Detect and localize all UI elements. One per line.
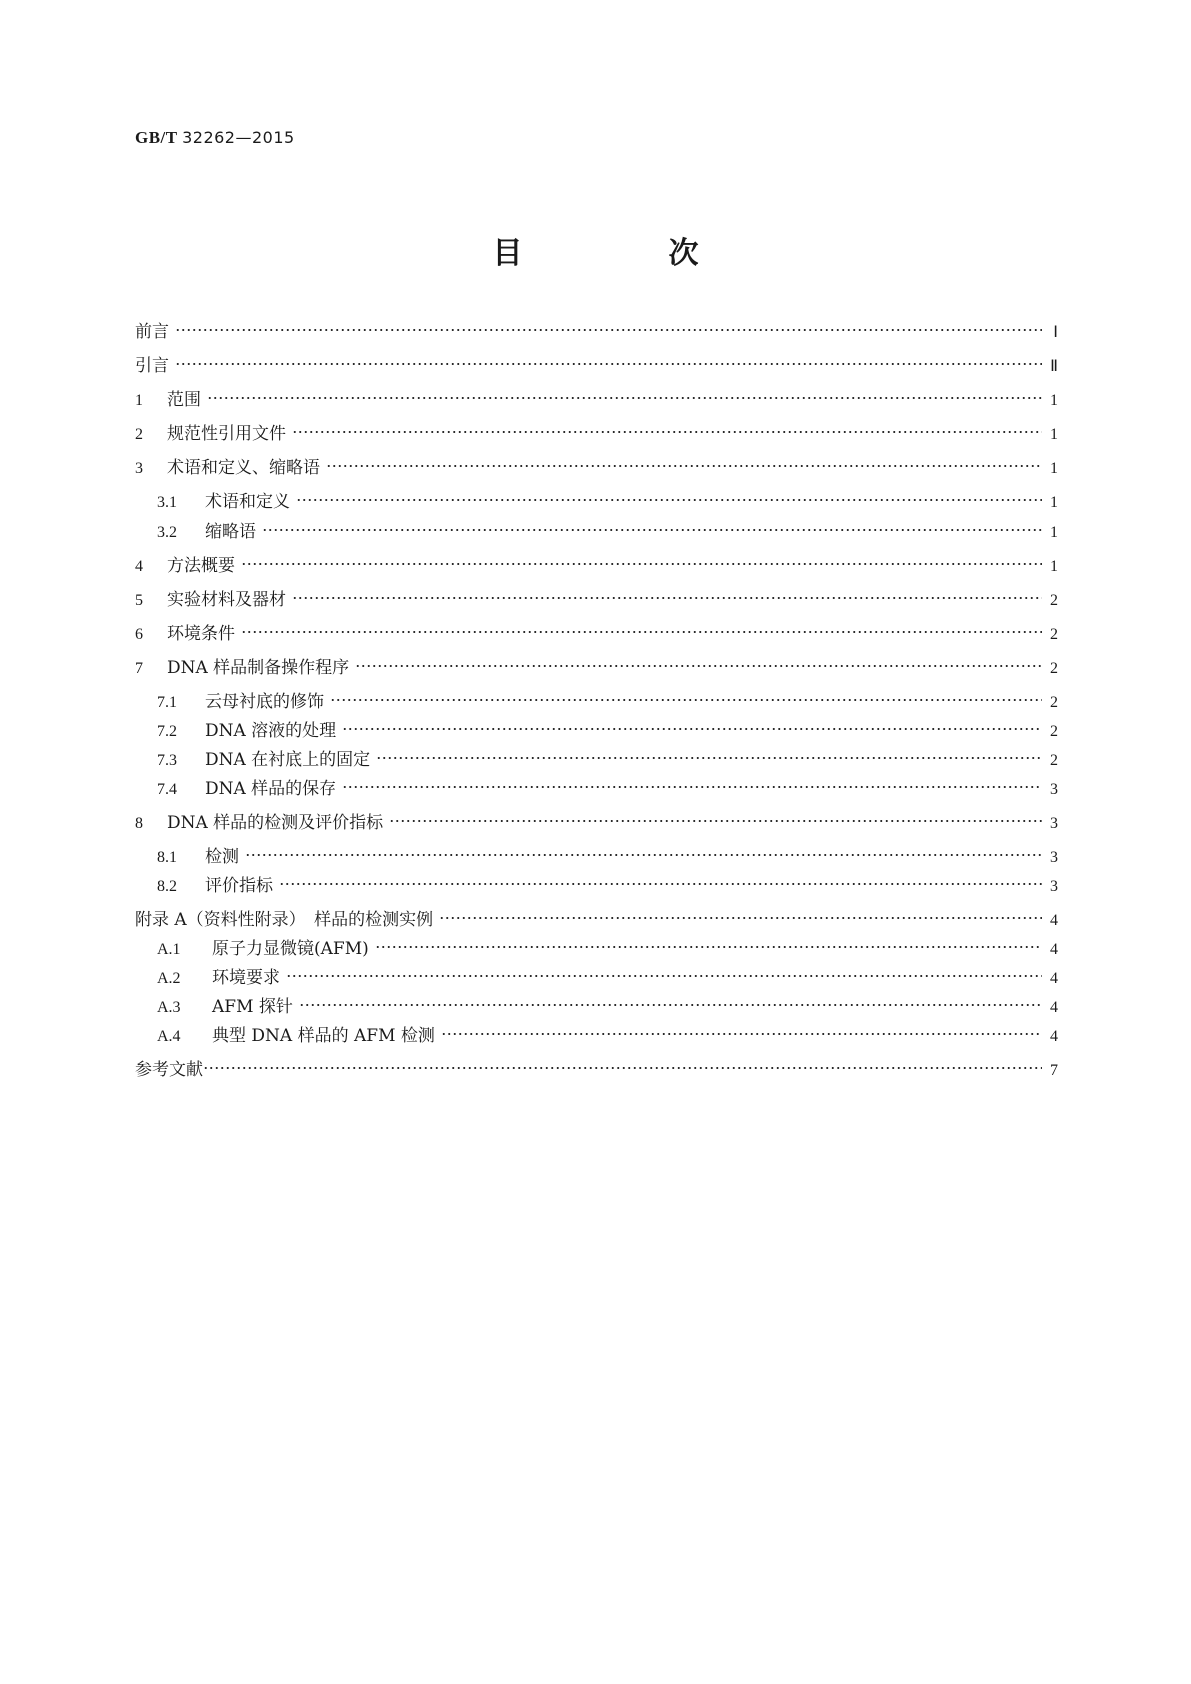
dot-leader: [203, 1066, 1042, 1070]
toc-entry-title: 检测: [205, 847, 239, 867]
dot-leader: [439, 916, 1042, 920]
dot-leader: [279, 882, 1042, 886]
dot-leader: [376, 756, 1042, 760]
toc-entry-title: 术语和定义、缩略语: [167, 458, 320, 478]
toc-entry-number: A.1: [157, 941, 181, 958]
toc-entry-number: 5: [135, 592, 143, 609]
toc-entry-number: A.3: [157, 999, 181, 1016]
toc-entry-number: 3.2: [157, 524, 177, 541]
toc-entry-number: A.2: [157, 970, 181, 987]
toc-entry-title: 术语和定义: [205, 492, 290, 512]
dot-leader: [245, 853, 1042, 857]
toc-entry-8[interactable]: [135, 811, 1058, 835]
toc-entry-title: 规范性引用文件: [167, 424, 286, 444]
toc-entry-3[interactable]: [135, 456, 1058, 480]
toc-entry-title: 典型 DNA 样品的 AFM 检测: [212, 1026, 435, 1046]
toc-entry-page: 1: [1050, 558, 1058, 575]
toc-entry-a-4[interactable]: [157, 1024, 1058, 1048]
toc-entry-number: 3.1: [157, 494, 177, 511]
toc-entry-number: 7.3: [157, 752, 177, 769]
doc-prefix: GB/T: [135, 128, 178, 147]
toc-entry-number: 7.4: [157, 781, 177, 798]
toc-entry-number: 1: [135, 392, 143, 409]
toc-entry-introduction[interactable]: [135, 354, 1058, 378]
dot-leader: [299, 1003, 1042, 1007]
toc-entry-page: 4: [1050, 941, 1058, 958]
toc-entry-title: DNA 样品的保存: [205, 779, 337, 799]
toc-entry-page: 1: [1050, 426, 1058, 443]
toc-entry-title: 云母衬底的修饰: [205, 692, 324, 712]
toc-entry-8-2[interactable]: [157, 874, 1058, 898]
dot-leader: [286, 974, 1042, 978]
dot-leader: [292, 430, 1042, 434]
toc-entry-title: 实验材料及器材: [167, 590, 286, 610]
toc-entry-references[interactable]: [135, 1058, 1058, 1082]
toc-entry-page: 4: [1050, 912, 1058, 929]
toc-entry-foreword[interactable]: [135, 320, 1058, 344]
toc-entry-page: 1: [1050, 460, 1058, 477]
toc-entry-page: Ⅱ: [1050, 358, 1058, 375]
toc-entry-6[interactable]: [135, 622, 1058, 646]
toc-entry-page: 2: [1050, 752, 1058, 769]
toc-entry-title: AFM 探针: [212, 997, 293, 1017]
toc-entry-number: 6: [135, 626, 143, 643]
toc-entry-appendix-a[interactable]: [135, 908, 1058, 932]
toc-entry-title: 附录 A（资料性附录） 样品的检测实例: [135, 910, 434, 930]
dot-leader: [389, 819, 1042, 823]
toc-entry-7[interactable]: [135, 656, 1058, 680]
dot-leader: [355, 664, 1042, 668]
toc-entry-page: 2: [1050, 626, 1058, 643]
toc-entry-title: 环境条件: [167, 624, 235, 644]
toc-entry-title: 原子力显微镜(AFM): [212, 939, 369, 959]
toc-entry-page: 4: [1050, 970, 1058, 987]
dot-leader: [342, 727, 1042, 731]
toc-entry-page: 3: [1050, 815, 1058, 832]
toc-entry-7-4[interactable]: [157, 777, 1058, 801]
dot-leader: [175, 328, 1042, 332]
dot-leader: [326, 464, 1042, 468]
toc-entry-number: 8: [135, 815, 143, 832]
toc-entry-page: 2: [1050, 660, 1058, 677]
toc-entry-title: 范围: [167, 390, 201, 410]
toc-entry-title: 引言: [135, 356, 169, 376]
toc-entry-title: 评价指标: [205, 876, 273, 896]
toc-entry-3-2[interactable]: [157, 520, 1058, 544]
toc-entry-title: 参考文献: [135, 1060, 203, 1080]
toc-entry-page: 4: [1050, 999, 1058, 1016]
toc-entry-page: 3: [1050, 849, 1058, 866]
toc-entry-5[interactable]: [135, 588, 1058, 612]
dot-leader: [342, 785, 1042, 789]
toc-entry-3-1[interactable]: [157, 490, 1058, 514]
toc-entry-7-3[interactable]: [157, 748, 1058, 772]
toc-entry-page: 3: [1050, 781, 1058, 798]
toc-entry-title: 环境要求: [212, 968, 280, 988]
toc-entry-a-1[interactable]: [157, 937, 1058, 961]
toc-entry-7-1[interactable]: [157, 690, 1058, 714]
toc-entry-page: 2: [1050, 592, 1058, 609]
toc-entry-number: 8.1: [157, 849, 177, 866]
toc-entry-title: DNA 样品制备操作程序: [167, 658, 350, 678]
toc-entry-page: 1: [1050, 494, 1058, 511]
toc-entry-page: 7: [1050, 1062, 1058, 1079]
toc-entry-8-1[interactable]: [157, 845, 1058, 869]
dot-leader: [207, 396, 1042, 400]
toc-entry-page: 2: [1050, 694, 1058, 711]
toc-entry-number: 8.2: [157, 878, 177, 895]
toc-entry-number: 7.2: [157, 723, 177, 740]
toc-entry-page: Ⅰ: [1053, 324, 1058, 341]
toc-entry-page: 3: [1050, 878, 1058, 895]
dot-leader: [241, 630, 1042, 634]
doc-number: 32262—2015: [182, 128, 295, 147]
toc-entry-number: A.4: [157, 1028, 181, 1045]
toc-entry-number: 7.1: [157, 694, 177, 711]
dot-leader: [175, 362, 1042, 366]
toc-entry-4[interactable]: [135, 554, 1058, 578]
dot-leader: [330, 698, 1042, 702]
toc-entry-number: 3: [135, 460, 143, 477]
dot-leader: [241, 562, 1042, 566]
toc-entry-number: 7: [135, 660, 143, 677]
toc-entry-title: 缩略语: [205, 522, 256, 542]
toc-entry-title: DNA 在衬底上的固定: [205, 750, 371, 770]
toc-entry-a-2[interactable]: [157, 966, 1058, 990]
toc-entry-number: 4: [135, 558, 143, 575]
dot-leader: [296, 498, 1042, 502]
dot-leader: [262, 528, 1042, 532]
dot-leader: [441, 1032, 1042, 1036]
toc-entry-title: DNA 样品的检测及评价指标: [167, 813, 384, 833]
toc-title: 目 次: [492, 236, 757, 271]
toc-entry-a-3[interactable]: [157, 995, 1058, 1019]
toc-entry-number: 2: [135, 426, 143, 443]
toc-entry-7-2[interactable]: [157, 719, 1058, 743]
dot-leader: [375, 945, 1042, 949]
toc-entry-title: 前言: [135, 322, 169, 342]
toc-entry-2[interactable]: [135, 422, 1058, 446]
toc-entry-page: 1: [1050, 524, 1058, 541]
document-id: [135, 128, 295, 148]
toc-entry-1[interactable]: [135, 388, 1058, 412]
toc-entry-page: 1: [1050, 392, 1058, 409]
toc-entry-title: DNA 溶液的处理: [205, 721, 337, 741]
toc-entry-page: 2: [1050, 723, 1058, 740]
dot-leader: [292, 596, 1042, 600]
toc-entry-title: 方法概要: [167, 556, 235, 576]
toc-entry-page: 4: [1050, 1028, 1058, 1045]
